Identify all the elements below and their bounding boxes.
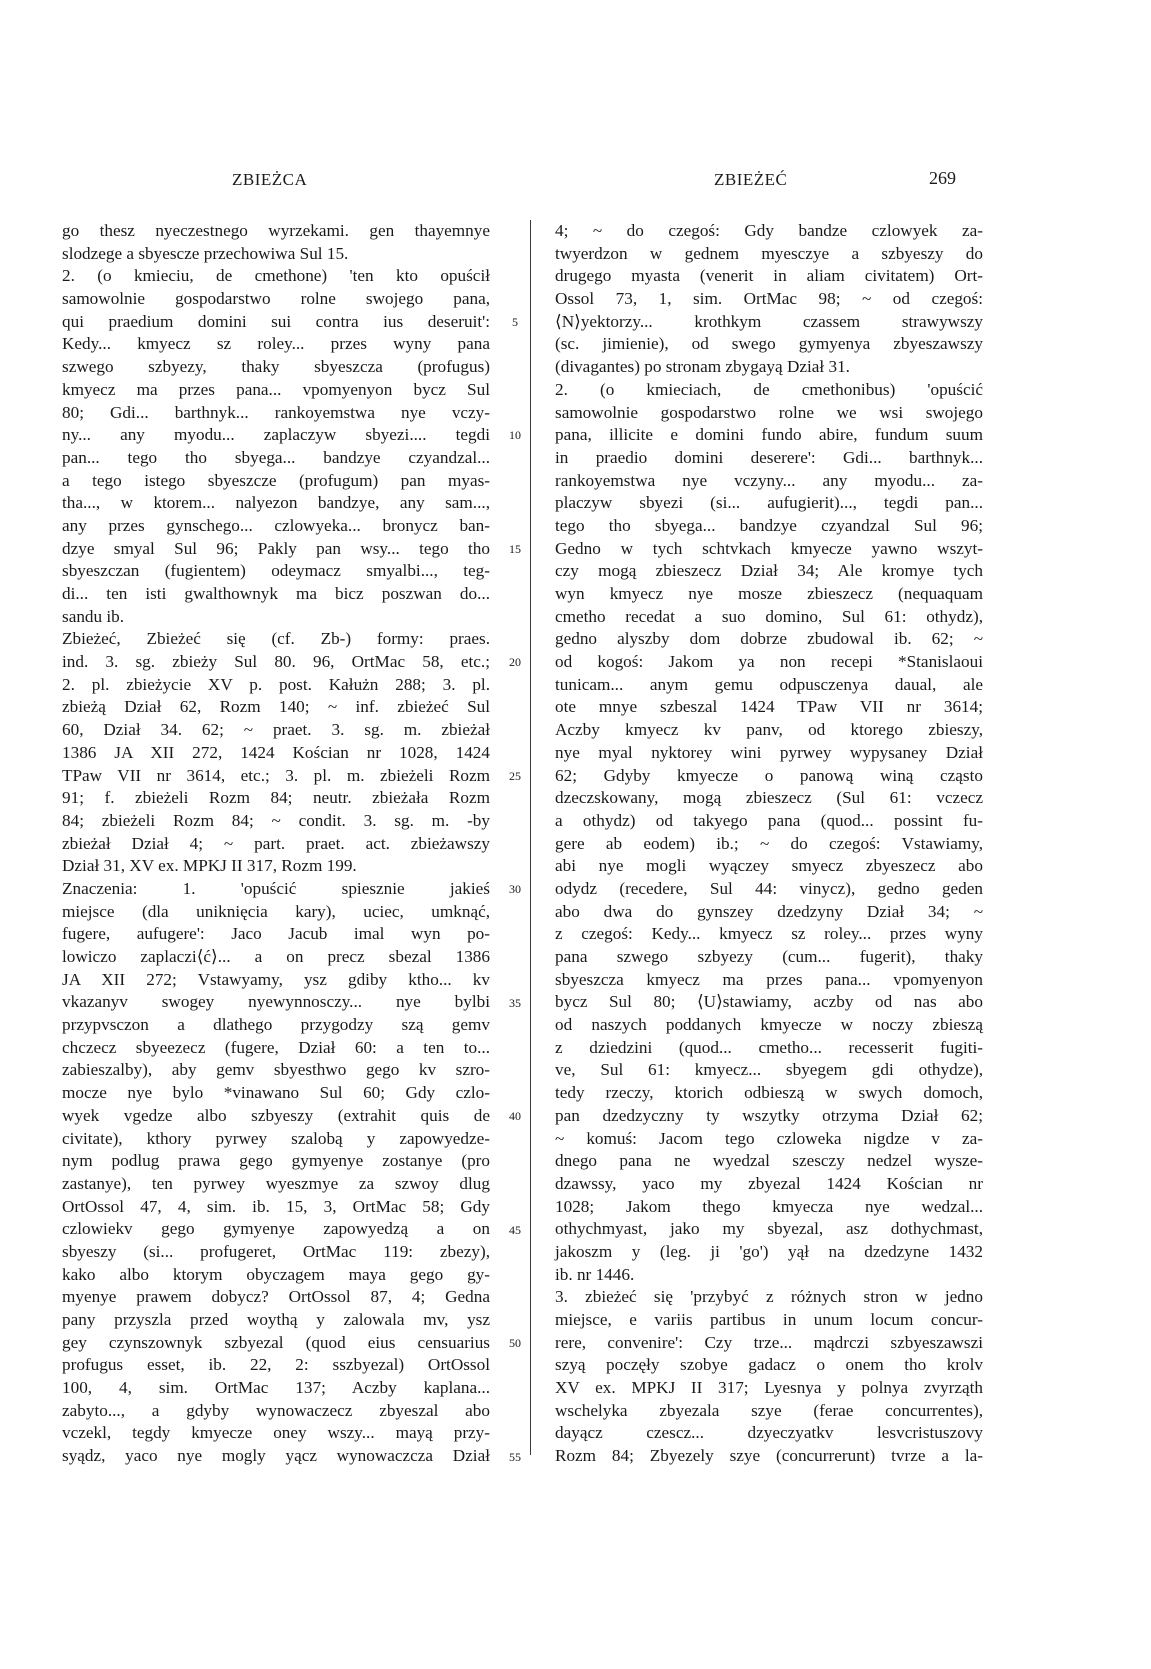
text-line: ind. 3. sg. zbieży Sul 80. 96, OrtMac 58, etc.;	[62, 652, 490, 672]
text-line: nym podlug prawa gego gymyenye zostanye (pro	[62, 1151, 490, 1171]
text-line: tego tho sbyega... bandzye czyandzal Sul 96;	[555, 515, 983, 535]
text-line: myenye prawem dobycz? OrtOssol 87, 4; Gedna	[62, 1287, 490, 1307]
text-line: czy mogą zbieszecz Dział 34; Ale kromye tych	[555, 561, 983, 581]
text-line: abo dwa do gynszey dzedzyny Dział 34; ~	[555, 901, 983, 921]
text-line: a tego istego sbyeszcze (profugum) pan myas-	[62, 470, 490, 490]
text-line: gedno alyszby dom dobrze zbudowal ib. 62; ~	[555, 629, 983, 649]
text-line: XV ex. MPKJ II 317; Lyesnya y polnya zvyrząth	[555, 1378, 983, 1398]
text-line: z czegoś: Kedy... kmyecz sz roley... przes wyny	[555, 924, 983, 944]
left-column	[62, 220, 490, 1468]
text-line: any przes gynschego... czlowyeka... bronycz ban-	[62, 515, 490, 535]
text-line: ote mnye szbeszal 1424 TPaw VII nr 3614;	[555, 697, 983, 717]
text-line: kako albo ktorym obyczagem maya gego gy-	[62, 1264, 490, 1284]
line-number: 5	[512, 314, 518, 329]
text-line: (divagantes) po stronam zbygayą Dział 31.	[555, 357, 850, 377]
text-line: 80; Gdi... barthnyk... rankoyemstwa nye vczy-	[62, 402, 490, 422]
text-line: Aczby kmyecz kv panv, od ktorego zbieszy,	[555, 720, 983, 740]
text-line: profugus esset, ib. 22, 2: sszbyezal) OrtOssol	[62, 1355, 490, 1375]
text-line: Dział 31, XV ex. MPKJ II 317, Rozm 199.	[62, 856, 357, 876]
line-number: 45	[509, 1222, 521, 1237]
column-divider	[530, 220, 531, 1455]
text-line: zabyto..., a gdyby wynowaczecz zbyeszal abo	[62, 1400, 490, 1420]
text-line: Znaczenia: 1. 'opuścić spiesznie jakieś	[62, 878, 490, 898]
right-column	[555, 220, 983, 1468]
text-line: JA XII 272; Vstawyamy, ysz gdiby ktho... kv	[62, 969, 490, 989]
text-line: nye myal nyktorey wini pyrwey wypysaney Dział	[555, 742, 983, 762]
text-line: od naszych poddanych kmyecze w noczy zbieszą	[555, 1015, 983, 1035]
text-line: 1386 JA XII 272, 1424 Kościan nr 1028, 1424	[62, 742, 490, 762]
text-line: drugego myasta (venerit in aliam civitatem) Ort-	[555, 266, 983, 286]
text-line: abi nye mogli wyączey smyecz zbyeszecz abo	[555, 856, 983, 876]
text-line: Rozm 84; Zbyezely szye (concurrerunt) tvrze a la-	[555, 1446, 983, 1466]
text-line: gere ab eodem) ib.; ~ do czegoś: Vstawiamy,	[555, 833, 983, 853]
text-line: sbyeszcza kmyecz ma przes pana... vpomyenyon	[555, 969, 983, 989]
text-line: sbyeszczan (fugientem) odeymacz smyalbi..., teg-	[62, 561, 490, 581]
text-line: 2. (o kmieciu, de cmethone) 'ten kto opuścił	[62, 266, 490, 286]
text-line: placzyw sbyezi (si... aufugierit)..., tegdi pan...	[555, 493, 983, 513]
text-line: syądz, yaco nye mogly yącz wynowaczcza Dział	[62, 1446, 490, 1466]
text-line: chczecz sbyeezecz (fugere, Dział 60: a ten to...	[62, 1037, 490, 1057]
text-line: cmetho recedat a suo domino, Sul 61: othydz),	[555, 606, 983, 626]
text-line: tedy rzeczy, ktorich odbieszą w swych domoch,	[555, 1083, 983, 1103]
text-line: OrtOssol 47, 4, sim. ib. 15, 3, OrtMac 58; Gdy	[62, 1196, 490, 1216]
text-line: twyerdzon w gednem myesczye a szbyeszy do	[555, 243, 983, 263]
text-line: dzye smyal Sul 96; Pakly pan wsy... tego tho	[62, 538, 490, 558]
text-line: 60, Dział 34. 62; ~ praet. 3. sg. m. zbieżał	[62, 720, 490, 740]
text-line: Zbieżeć, Zbieżeć się (cf. Zb-) formy: praes.	[62, 629, 490, 649]
text-line: zbieżą Dział 62, Rozm 140; ~ inf. zbieżeć Sul	[62, 697, 490, 717]
text-line: samowolnie gospodarstwo rolne we wsi swojego	[555, 402, 983, 422]
text-line: pany przyszla przed woythą y zalowala mv, ysz	[62, 1310, 490, 1329]
text-line: pana szwego szbyezy (cum... fugerit), thaky	[555, 947, 983, 966]
page-number: 269	[929, 168, 956, 188]
text-line: szwego szbyezy, thaky sbyeszcza (profugus)	[62, 357, 490, 377]
line-number: 55	[509, 1449, 521, 1464]
running-head-left: ZBIEŻCA	[232, 170, 308, 189]
text-line: fugere, aufugere': Jaco Jacub imal wyn po-	[62, 924, 490, 944]
text-line: qui praedium domini sui contra ius deseruit':	[62, 311, 490, 331]
text-line: 100, 4, sim. OrtMac 137; Aczby kaplana...	[62, 1378, 490, 1398]
line-number: 15	[509, 541, 521, 556]
text-line: zastanye), ten pyrwey wyeszmye za szwoy dlug	[62, 1173, 490, 1193]
text-line: di... ten isti gwalthownyk ma bicz poszwan do...	[62, 584, 490, 603]
text-line: dnego pana ne wyedzal szesczy nedzel wysze-	[555, 1151, 983, 1171]
text-line: rankoyemstwa nye vczyny... any myodu... za-	[555, 470, 983, 490]
text-line: z dziedzini (quod... cmetho... recesserit fugiti-	[555, 1037, 983, 1057]
text-line: wschelyka zbyezala szye (ferae concurrentes),	[555, 1400, 983, 1420]
text-line: lowiczo zaplaczi⟨ć⟩... a on precz sbezal 1386	[62, 947, 490, 966]
text-line: zabieszalby), aby gemv sbyesthwo gego kv szro-	[62, 1060, 490, 1080]
text-line: pan dzedzyczny ty wszytky otrzyma Dział 62;	[555, 1105, 983, 1125]
text-line: tha..., w ktorem... nalyezon bandzye, any sam...,	[62, 493, 490, 513]
text-line: miejsce (dla uniknięcia kary), uciec, umknąć,	[62, 901, 490, 921]
text-line: vczekl, tegdy kmyecze oney wszy... mayą przy-	[62, 1423, 490, 1443]
text-line: rere, convenire': Czy trze... mądrczi szbyeszawszi	[555, 1332, 983, 1352]
text-line: 62; Gdyby kmyecze o panową winą cząsto	[555, 765, 983, 785]
text-line: zbieżał Dział 4; ~ part. praet. act. zbieżawszy	[62, 833, 490, 853]
text-line: wyek vgedze albo szbyeszy (extrahit quis de	[62, 1105, 490, 1125]
text-line: a othydz) od takyego pana (quod... possint fu-	[555, 810, 983, 830]
text-line: Ossol 73, 1, sim. OrtMac 98; ~ od czegoś:	[555, 289, 983, 309]
text-line: (sc. jimienie), od swego gymyenya zbyeszawszy	[555, 334, 983, 354]
text-line: ⟨N⟩yektorzy... krothkym czassem strawywszy	[555, 311, 983, 331]
text-line: dzeczskowany, mogą zbieszecz (Sul 61: vczecz	[555, 788, 983, 808]
text-line: sandu ib.	[62, 606, 125, 626]
text-line: gey czynszownyk szbyezal (quod eius censuarius	[62, 1332, 490, 1352]
text-line: 91; f. zbieżeli Rozm 84; neutr. zbieżała Rozm	[62, 788, 490, 808]
text-line: 3. zbieżeć się 'przybyć z różnych stron w jedno	[555, 1287, 983, 1307]
text-line: ny... any myodu... zaplaczyw sbyezi.... tegdi	[62, 425, 490, 445]
text-line: othychmyast, jako my sbyezal, asz dothychmast,	[555, 1219, 983, 1239]
text-line: slodzege a sbyescze przechowiwa Sul 15.	[62, 243, 349, 263]
text-line: dzawssy, yaco my zbyezal 1424 Kościan nr	[555, 1173, 983, 1193]
line-number: 10	[509, 428, 521, 443]
text-line: mocze nye bylo *vinawano Sul 60; Gdy czlo-	[62, 1083, 490, 1103]
text-line: 2. (o kmieciach, de cmethonibus) 'opuścić	[555, 379, 983, 399]
text-line: odydz (recedere, Sul 44: vinycz), gedno geden	[555, 878, 983, 898]
text-line: wyn kmyecz nye mosze zbieszecz (nequaquam	[555, 584, 983, 603]
text-line: jakoszm y (leg. ji 'go') yął na dzedzyne 1432	[555, 1241, 983, 1261]
running-head-right: ZBIEŻEĆ	[714, 170, 788, 189]
text-line: kmyecz ma przes pana... vpomyenyon bycz Sul	[62, 379, 490, 399]
text-line: 2. pl. zbieżycie XV p. post. Kałużn 288; 3. pl.	[62, 674, 490, 694]
text-line: tunicam... anym gemu odpusczenya daual, ale	[555, 674, 983, 694]
text-line: go thesz nyeczestnego wyrzekami. gen thayemnye	[62, 221, 490, 240]
line-number: 35	[509, 995, 521, 1010]
text-line: pan... tego tho sbyega... bandzye czyandzal...	[62, 447, 490, 467]
text-line: samowolnie gospodarstwo rolne swojego pana,	[62, 289, 490, 309]
text-line: przypvsczon a dlathego przygodzy szą gemv	[62, 1015, 490, 1035]
text-line: 84; zbieżeli Rozm 84; ~ condit. 3. sg. m. -by	[62, 810, 490, 830]
text-line: dayącz czescz... dzyeczyatkv lesvcristuszovy	[555, 1423, 983, 1443]
text-line: 4; ~ do czegoś: Gdy bandze czlowyek za-	[555, 221, 983, 240]
text-line: vkazanyv swogey nyewynnosczy... nye bylbi	[62, 992, 490, 1012]
line-number: 30	[509, 882, 521, 897]
text-line: od kogoś: Jakom ya non recepi *Stanislaoui	[555, 652, 983, 672]
text-line: Gedno w tych schtvkach kmyecze yawno wszyt-	[555, 538, 983, 558]
text-line: ib. nr 1446.	[555, 1264, 635, 1284]
text-line: sbyeszy (si... profugeret, OrtMac 119: zbezy),	[62, 1241, 490, 1261]
text-line: bycz Sul 80; ⟨U⟩stawiamy, aczby od nas abo	[555, 992, 983, 1012]
text-line: 1028; Jakom thego kmyecza nye wedzal...	[555, 1196, 983, 1216]
text-line: pana, illicite e domini fundo abire, fundum suum	[555, 425, 983, 445]
text-line: ve, Sul 61: kmyecz... sbyegem gdi othydze),	[555, 1060, 983, 1080]
text-line: ~ komuś: Jacom tego czloweka nigdze v za-	[555, 1128, 983, 1148]
line-number: 40	[509, 1109, 521, 1124]
text-line: in praedio domini deserere': Gdi... barthnyk...	[555, 447, 983, 467]
text-line: miejsce, e variis partibus in unum locum concur-	[555, 1310, 983, 1329]
line-number: 25	[509, 768, 521, 783]
text-line: civitate), kthory pyrwey szalobą y zapowyedze-	[62, 1128, 490, 1148]
text-line: Kedy... kmyecz sz roley... przes wyny pana	[62, 334, 490, 354]
text-line: szyą poczęły szobye gadacz o onem tho krolv	[555, 1355, 983, 1375]
line-number: 20	[509, 655, 521, 670]
line-number: 50	[509, 1336, 521, 1351]
text-line: czlowiekv gego gymyenye zapowyedzą a on	[62, 1219, 490, 1239]
text-line: TPaw VII nr 3614, etc.; 3. pl. m. zbieżeli Rozm	[62, 765, 490, 785]
